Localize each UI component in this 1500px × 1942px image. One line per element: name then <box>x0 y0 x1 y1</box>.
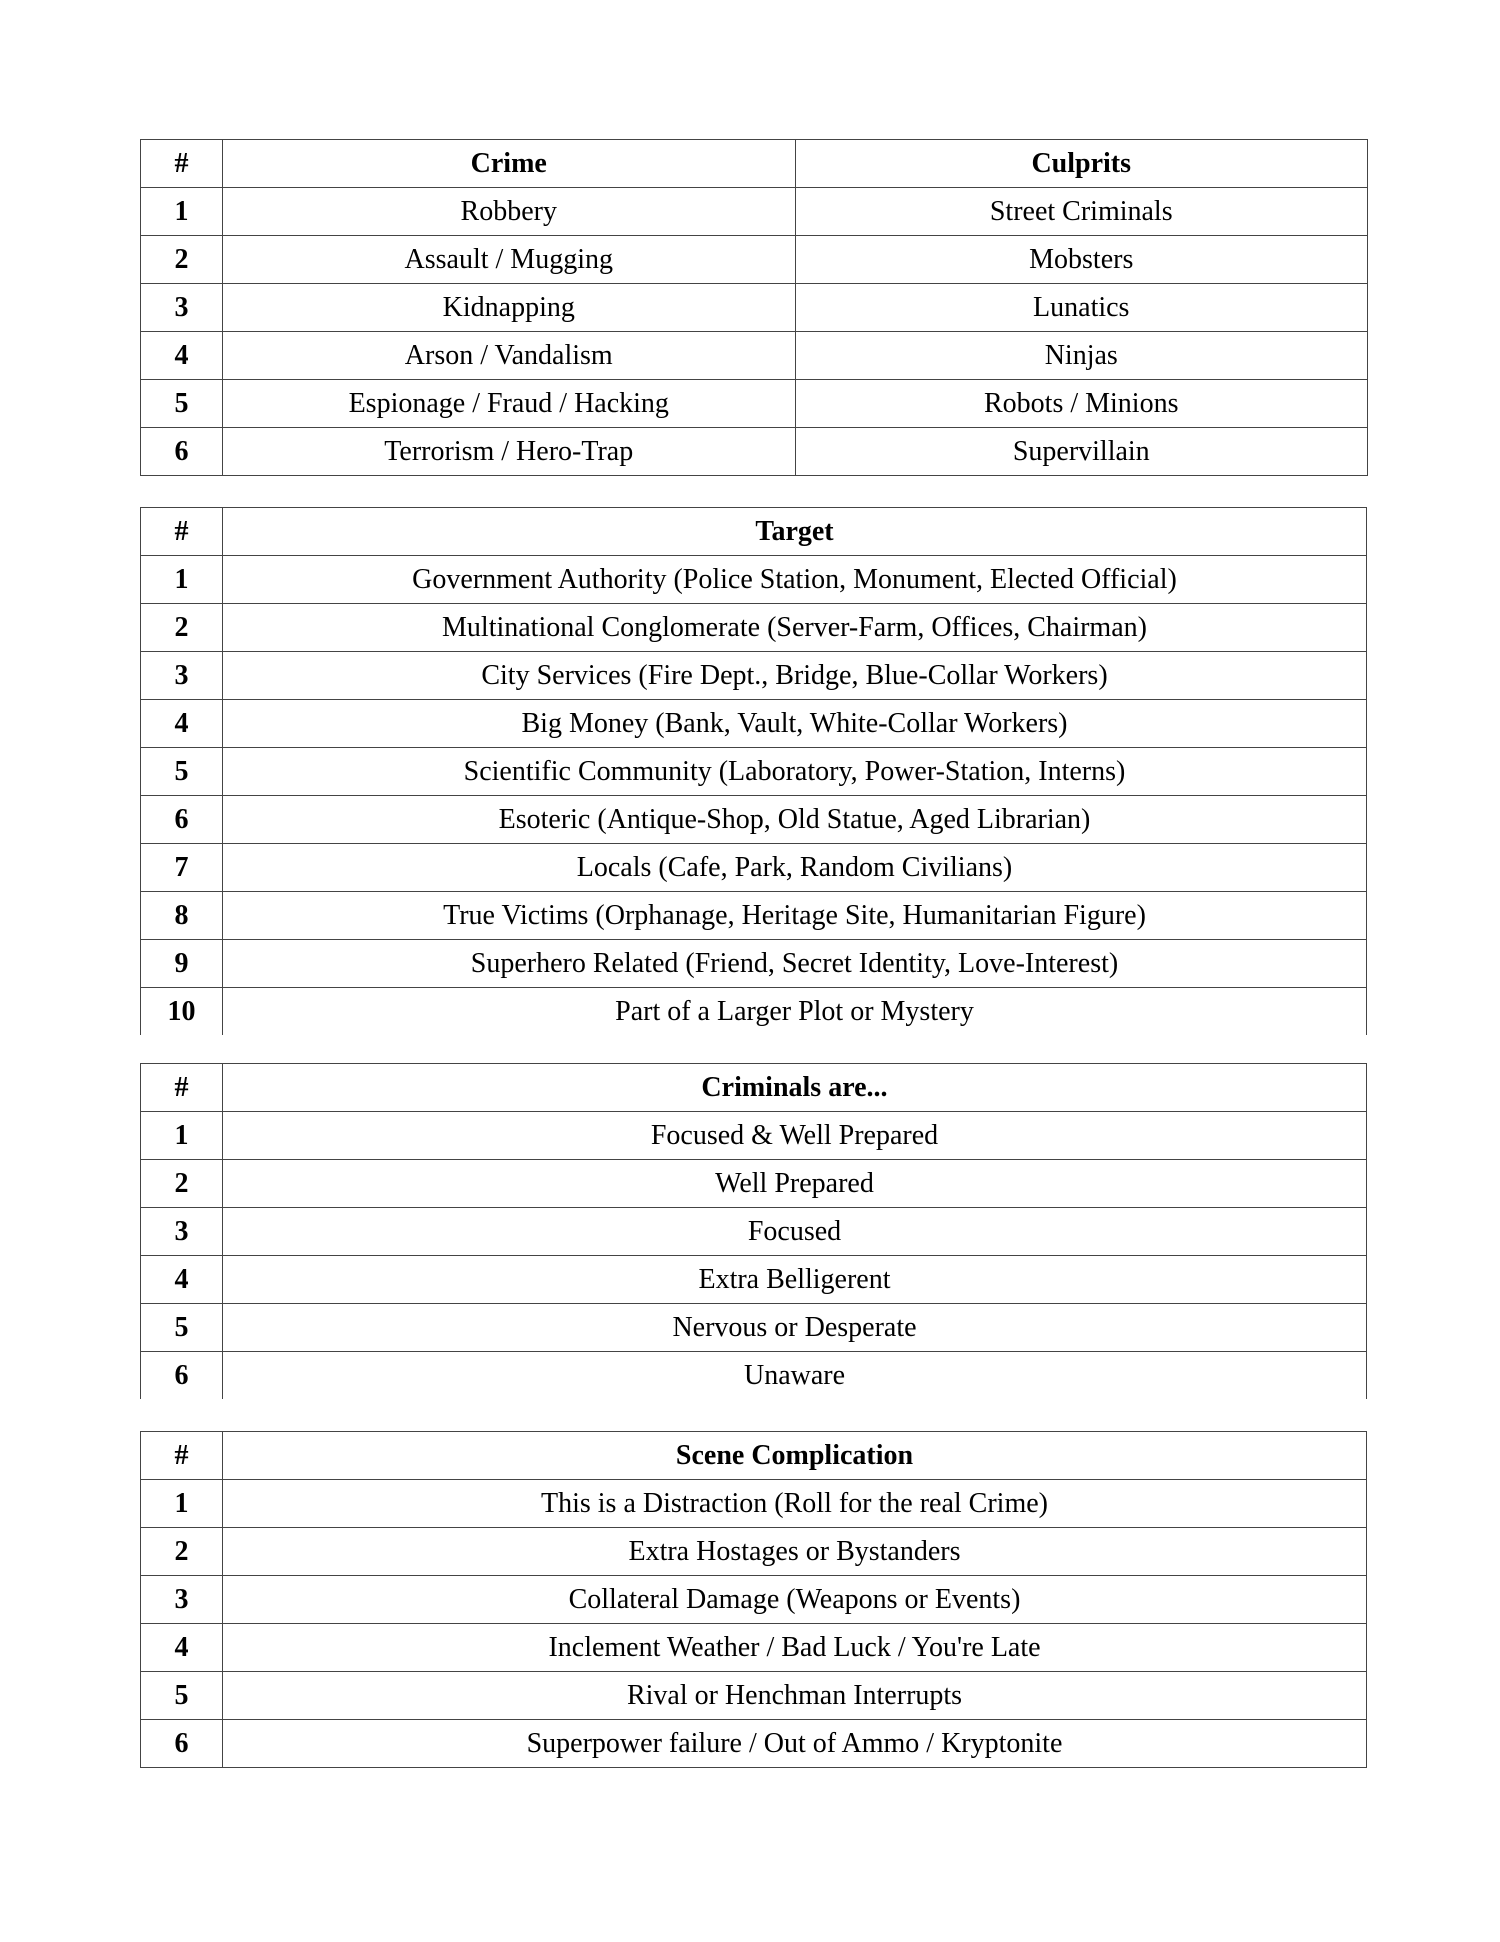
table-row <box>141 604 1367 652</box>
table-row <box>141 556 1367 604</box>
criminals-cell: Well Prepared <box>223 1160 1367 1208</box>
table-row <box>141 748 1367 796</box>
target-cell: Government Authority (Police Station, Monument, Elected Official) <box>223 556 1367 604</box>
table-header-row <box>141 1432 1367 1480</box>
row-number: 6 <box>141 796 223 844</box>
row-number: 4 <box>141 1624 223 1672</box>
table-row <box>141 988 1367 1036</box>
crime-cell: Arson / Vandalism <box>223 332 796 380</box>
table-header-row <box>141 1064 1367 1112</box>
crime-cell: Espionage / Fraud / Hacking <box>223 380 796 428</box>
table-row <box>141 236 1368 284</box>
table-row <box>141 1304 1367 1352</box>
table-row <box>141 1352 1367 1400</box>
target-cell: Scientific Community (Laboratory, Power-Station, Interns) <box>223 748 1367 796</box>
target-cell: Locals (Cafe, Park, Random Civilians) <box>223 844 1367 892</box>
target-cell: Part of a Larger Plot or Mystery <box>223 988 1367 1036</box>
table-row <box>141 1576 1367 1624</box>
target-cell: City Services (Fire Dept., Bridge, Blue-Collar Workers) <box>223 652 1367 700</box>
row-number: 4 <box>141 1256 223 1304</box>
row-number: 2 <box>141 1528 223 1576</box>
table-row <box>141 1528 1367 1576</box>
table-row <box>141 652 1367 700</box>
row-number: 6 <box>141 1352 223 1400</box>
culprit-cell: Ninjas <box>795 332 1368 380</box>
row-number: 6 <box>141 428 223 476</box>
header-crime: Crime <box>223 140 796 188</box>
header-number: # <box>141 140 223 188</box>
row-number: 5 <box>141 380 223 428</box>
culprit-cell: Lunatics <box>795 284 1368 332</box>
row-number: 5 <box>141 748 223 796</box>
criminals-table <box>140 1063 1367 1399</box>
table-row <box>141 1624 1367 1672</box>
complication-cell: Inclement Weather / Bad Luck / You're Late <box>223 1624 1367 1672</box>
table-row <box>141 700 1367 748</box>
row-number: 10 <box>141 988 223 1036</box>
target-cell: Superhero Related (Friend, Secret Identity, Love-Interest) <box>223 940 1367 988</box>
table-row <box>141 844 1367 892</box>
table-row <box>141 796 1367 844</box>
culprit-cell: Supervillain <box>795 428 1368 476</box>
row-number: 3 <box>141 652 223 700</box>
table-row <box>141 1256 1367 1304</box>
crime-culprit-table <box>140 139 1368 476</box>
row-number: 3 <box>141 1576 223 1624</box>
header-number: # <box>141 1064 223 1112</box>
table-row <box>141 284 1368 332</box>
table-header-row <box>141 140 1368 188</box>
row-number: 6 <box>141 1720 223 1768</box>
crime-cell: Terrorism / Hero-Trap <box>223 428 796 476</box>
culprit-cell: Mobsters <box>795 236 1368 284</box>
table-row <box>141 428 1368 476</box>
row-number: 1 <box>141 1480 223 1528</box>
crime-cell: Robbery <box>223 188 796 236</box>
table-row <box>141 1480 1367 1528</box>
row-number: 1 <box>141 188 223 236</box>
row-number: 3 <box>141 1208 223 1256</box>
row-number: 7 <box>141 844 223 892</box>
complication-cell: Superpower failure / Out of Ammo / Kryptonite <box>223 1720 1367 1768</box>
header-culprits: Culprits <box>795 140 1368 188</box>
table-header-row <box>141 508 1367 556</box>
complication-cell: Rival or Henchman Interrupts <box>223 1672 1367 1720</box>
complication-cell: Extra Hostages or Bystanders <box>223 1528 1367 1576</box>
table-row <box>141 1672 1367 1720</box>
row-number: 2 <box>141 236 223 284</box>
row-number: 4 <box>141 700 223 748</box>
row-number: 4 <box>141 332 223 380</box>
scene-complication-table <box>140 1431 1367 1768</box>
table-row <box>141 188 1368 236</box>
criminals-cell: Nervous or Desperate <box>223 1304 1367 1352</box>
criminals-cell: Unaware <box>223 1352 1367 1400</box>
criminals-cell: Extra Belligerent <box>223 1256 1367 1304</box>
row-number: 1 <box>141 556 223 604</box>
row-number: 2 <box>141 1160 223 1208</box>
target-cell: True Victims (Orphanage, Heritage Site, Humanitarian Figure) <box>223 892 1367 940</box>
criminals-cell: Focused & Well Prepared <box>223 1112 1367 1160</box>
row-number: 1 <box>141 1112 223 1160</box>
criminals-cell: Focused <box>223 1208 1367 1256</box>
row-number: 9 <box>141 940 223 988</box>
target-table <box>140 507 1367 1035</box>
row-number: 8 <box>141 892 223 940</box>
table-row <box>141 940 1367 988</box>
culprit-cell: Street Criminals <box>795 188 1368 236</box>
row-number: 2 <box>141 604 223 652</box>
table-row <box>141 1720 1367 1768</box>
crime-cell: Kidnapping <box>223 284 796 332</box>
header-number: # <box>141 508 223 556</box>
header-target: Target <box>223 508 1367 556</box>
table-row <box>141 892 1367 940</box>
header-number: # <box>141 1432 223 1480</box>
complication-cell: This is a Distraction (Roll for the real Crime) <box>223 1480 1367 1528</box>
culprit-cell: Robots / Minions <box>795 380 1368 428</box>
table-row <box>141 332 1368 380</box>
crime-cell: Assault / Mugging <box>223 236 796 284</box>
row-number: 5 <box>141 1304 223 1352</box>
table-row <box>141 1112 1367 1160</box>
row-number: 5 <box>141 1672 223 1720</box>
table-row <box>141 1208 1367 1256</box>
complication-cell: Collateral Damage (Weapons or Events) <box>223 1576 1367 1624</box>
row-number: 3 <box>141 284 223 332</box>
table-row <box>141 380 1368 428</box>
table-row <box>141 1160 1367 1208</box>
header-criminals-are: Criminals are... <box>223 1064 1367 1112</box>
target-cell: Esoteric (Antique-Shop, Old Statue, Aged Librarian) <box>223 796 1367 844</box>
header-scene-complication: Scene Complication <box>223 1432 1367 1480</box>
target-cell: Multinational Conglomerate (Server-Farm, Offices, Chairman) <box>223 604 1367 652</box>
target-cell: Big Money (Bank, Vault, White-Collar Workers) <box>223 700 1367 748</box>
